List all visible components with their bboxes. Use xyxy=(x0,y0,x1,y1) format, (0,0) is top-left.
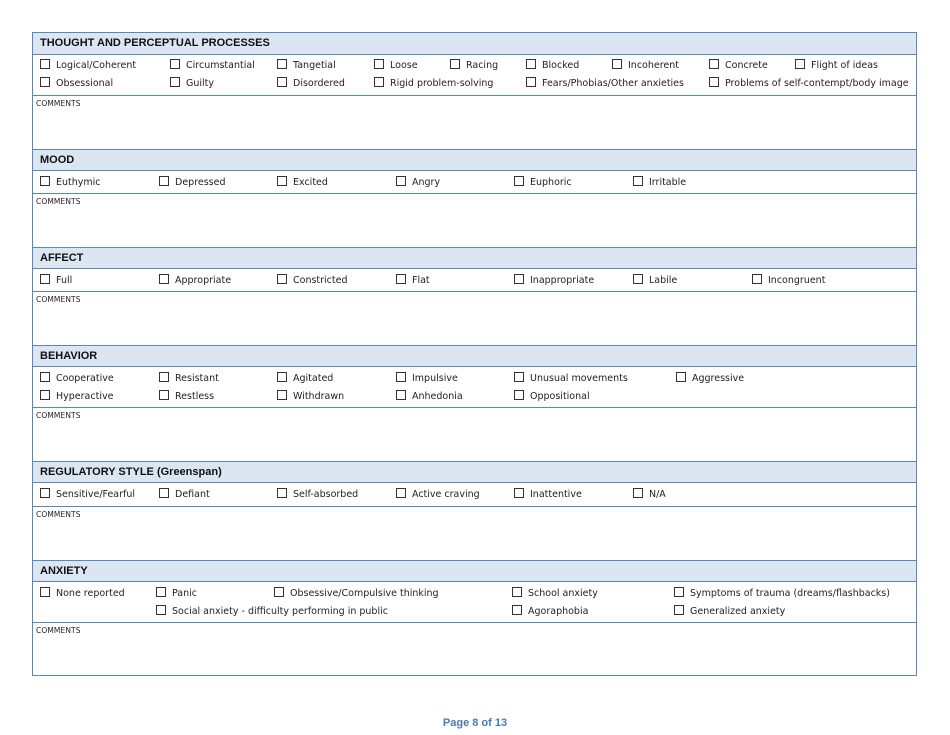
checkbox-concrete[interactable]: Concrete xyxy=(709,59,768,72)
checkbox-box[interactable] xyxy=(374,59,384,69)
checkbox-symptoms-of-trauma[interactable]: Symptoms of trauma (dreams/flashbacks) xyxy=(674,587,890,600)
checkbox-impulsive[interactable]: Impulsive xyxy=(396,372,458,385)
checkbox-cooperative[interactable]: Cooperative xyxy=(40,372,114,385)
checkbox-fears-phobias[interactable]: Fears/Phobias/Other anxieties xyxy=(526,77,684,90)
checkbox-na[interactable]: N/A xyxy=(633,488,666,501)
checkbox-box[interactable] xyxy=(514,274,524,284)
checkbox-box[interactable] xyxy=(156,605,166,615)
checkbox-depressed[interactable]: Depressed xyxy=(159,176,226,189)
checkbox-withdrawn[interactable]: Withdrawn xyxy=(277,390,344,403)
checkbox-unusual-movements[interactable]: Unusual movements xyxy=(514,372,628,385)
checkbox-box[interactable] xyxy=(709,59,719,69)
checkbox-euthymic[interactable]: Euthymic xyxy=(40,176,101,189)
checkbox-obsessional[interactable]: Obsessional xyxy=(40,77,113,90)
checkbox-box[interactable] xyxy=(40,176,50,186)
checkbox-box[interactable] xyxy=(676,372,686,382)
comments-area-thought[interactable] xyxy=(33,96,916,149)
checkbox-box[interactable] xyxy=(159,488,169,498)
section-header-affect: AFFECT xyxy=(33,247,916,269)
checkbox-disordered[interactable]: Disordered xyxy=(277,77,345,90)
section-header-mood: MOOD xyxy=(33,149,916,171)
checkbox-box[interactable] xyxy=(156,587,166,597)
checkbox-aggressive[interactable]: Aggressive xyxy=(676,372,744,385)
section-header-regulatory: REGULATORY STYLE (Greenspan) xyxy=(33,461,916,483)
checkbox-box[interactable] xyxy=(752,274,762,284)
checkbox-anhedonia[interactable]: Anhedonia xyxy=(396,390,463,403)
checkbox-flat[interactable]: Flat xyxy=(396,274,430,287)
checkbox-rigid-problem-solving[interactable]: Rigid problem-solving xyxy=(374,77,493,90)
checkbox-constricted[interactable]: Constricted xyxy=(277,274,348,287)
comments-label-behavior: COMMENTS xyxy=(36,411,81,420)
checkbox-box[interactable] xyxy=(40,274,50,284)
checkbox-box[interactable] xyxy=(277,390,287,400)
checkbox-box[interactable] xyxy=(396,274,406,284)
checkbox-box[interactable] xyxy=(512,587,522,597)
checkbox-excited[interactable]: Excited xyxy=(277,176,328,189)
comments-area-affect[interactable] xyxy=(33,292,916,345)
checkbox-box[interactable] xyxy=(277,372,287,382)
checkbox-school-anxiety[interactable]: School anxiety xyxy=(512,587,598,600)
checkbox-box[interactable] xyxy=(159,390,169,400)
comments-area-anxiety[interactable] xyxy=(33,623,916,675)
checkbox-box[interactable] xyxy=(512,605,522,615)
checkbox-box[interactable] xyxy=(514,176,524,186)
checkbox-social-anxiety[interactable]: Social anxiety - difficulty performing in public xyxy=(156,605,388,618)
checkbox-none-reported[interactable]: None reported xyxy=(40,587,125,600)
checkbox-sensitive-fearful[interactable]: Sensitive/Fearful xyxy=(40,488,135,501)
comments-label-mood: COMMENTS xyxy=(36,197,81,206)
checkbox-box[interactable] xyxy=(277,488,287,498)
checkbox-obsessive-compulsive[interactable]: Obsessive/Compulsive thinking xyxy=(274,587,439,600)
checkbox-box[interactable] xyxy=(526,77,536,87)
checkbox-box[interactable] xyxy=(277,77,287,87)
checkbox-panic[interactable]: Panic xyxy=(156,587,197,600)
checkbox-box[interactable] xyxy=(40,488,50,498)
checkbox-angry[interactable]: Angry xyxy=(396,176,440,189)
checkbox-generalized-anxiety[interactable]: Generalized anxiety xyxy=(674,605,785,618)
checkbox-box[interactable] xyxy=(709,77,719,87)
checkbox-box[interactable] xyxy=(277,59,287,69)
checkbox-box[interactable] xyxy=(170,77,180,87)
checkbox-box[interactable] xyxy=(526,59,536,69)
checkbox-self-absorbed[interactable]: Self-absorbed xyxy=(277,488,358,501)
checkbox-box[interactable] xyxy=(277,274,287,284)
section-header-behavior: BEHAVIOR xyxy=(33,345,916,367)
checkbox-box[interactable] xyxy=(795,59,805,69)
checkbox-box[interactable] xyxy=(514,390,524,400)
checkbox-box[interactable] xyxy=(40,587,50,597)
checkbox-box[interactable] xyxy=(396,390,406,400)
checkbox-appropriate[interactable]: Appropriate xyxy=(159,274,231,287)
checkbox-box[interactable] xyxy=(514,372,524,382)
comments-label-thought: COMMENTS xyxy=(36,99,81,108)
checkbox-incongruent[interactable]: Incongruent xyxy=(752,274,825,287)
page-number: Page 8 of 13 xyxy=(442,717,508,729)
checkbox-box[interactable] xyxy=(674,587,684,597)
checkbox-box[interactable] xyxy=(514,488,524,498)
checkbox-box[interactable] xyxy=(159,176,169,186)
comments-area-behavior[interactable] xyxy=(33,408,916,461)
checkbox-box[interactable] xyxy=(396,176,406,186)
checkbox-irritable[interactable]: Irritable xyxy=(633,176,686,189)
checkbox-self-contempt[interactable]: Problems of self-contempt/body image xyxy=(709,77,909,90)
comments-label-affect: COMMENTS xyxy=(36,295,81,304)
checkbox-full[interactable]: Full xyxy=(40,274,72,287)
checkbox-box[interactable] xyxy=(159,274,169,284)
checkbox-incoherent[interactable]: Incoherent xyxy=(612,59,679,72)
checkbox-racing[interactable]: Racing xyxy=(450,59,498,72)
checkbox-box[interactable] xyxy=(274,587,284,597)
checkbox-restless[interactable]: Restless xyxy=(159,390,214,403)
checkbox-hyperactive[interactable]: Hyperactive xyxy=(40,390,113,403)
checkbox-inappropriate[interactable]: Inappropriate xyxy=(514,274,594,287)
checkbox-box[interactable] xyxy=(633,274,643,284)
checkbox-box[interactable] xyxy=(40,390,50,400)
checkbox-box[interactable] xyxy=(374,77,384,87)
comments-label-anxiety: COMMENTS xyxy=(36,626,81,635)
checkbox-box[interactable] xyxy=(170,59,180,69)
checkbox-box[interactable] xyxy=(396,372,406,382)
checkbox-box[interactable] xyxy=(633,176,643,186)
checkbox-box[interactable] xyxy=(450,59,460,69)
checkbox-box[interactable] xyxy=(40,372,50,382)
checkbox-box[interactable] xyxy=(612,59,622,69)
checkbox-resistant[interactable]: Resistant xyxy=(159,372,219,385)
checkbox-logical-coherent[interactable]: Logical/Coherent xyxy=(40,59,136,72)
checkbox-box[interactable] xyxy=(159,372,169,382)
checkbox-agitated[interactable]: Agitated xyxy=(277,372,333,385)
checkbox-loose[interactable]: Loose xyxy=(374,59,418,72)
checkbox-agoraphobia[interactable]: Agoraphobia xyxy=(512,605,588,618)
checkbox-tangetial[interactable]: Tangetial xyxy=(277,59,336,72)
checkbox-box[interactable] xyxy=(396,488,406,498)
section-header-anxiety: ANXIETY xyxy=(33,560,916,582)
checkbox-box[interactable] xyxy=(40,59,50,69)
checkbox-euphoric[interactable]: Euphoric xyxy=(514,176,572,189)
checkbox-labile[interactable]: Labile xyxy=(633,274,677,287)
checkbox-inattentive[interactable]: Inattentive xyxy=(514,488,582,501)
comments-area-mood[interactable] xyxy=(33,194,916,247)
checkbox-flight-of-ideas[interactable]: Flight of ideas xyxy=(795,59,878,72)
checkbox-box[interactable] xyxy=(633,488,643,498)
checkbox-circumstantial[interactable]: Circumstantial xyxy=(170,59,255,72)
checkbox-box[interactable] xyxy=(674,605,684,615)
checkbox-guilty[interactable]: Guilty xyxy=(170,77,214,90)
checkbox-active-craving[interactable]: Active craving xyxy=(396,488,480,501)
checkbox-box[interactable] xyxy=(277,176,287,186)
assessment-form xyxy=(32,32,917,676)
checkbox-oppositional[interactable]: Oppositional xyxy=(514,390,590,403)
comments-label-regulatory: COMMENTS xyxy=(36,510,81,519)
checkbox-blocked[interactable]: Blocked xyxy=(526,59,579,72)
checkbox-box[interactable] xyxy=(40,77,50,87)
section-header-thought: THOUGHT AND PERCEPTUAL PROCESSES xyxy=(33,33,916,55)
checkbox-defiant[interactable]: Defiant xyxy=(159,488,210,501)
comments-area-regulatory[interactable] xyxy=(33,507,916,560)
